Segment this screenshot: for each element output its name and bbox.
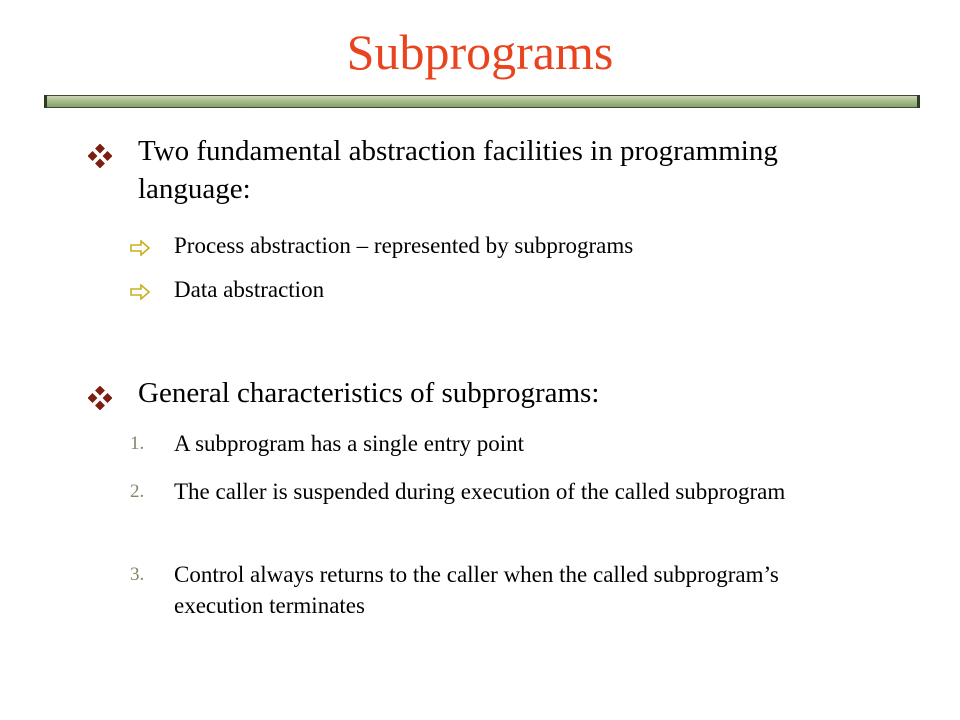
numbered-item [130,428,890,459]
hollow-arrow-icon [130,284,152,305]
slide-title: Subprograms [346,24,614,80]
sub-item [130,230,890,261]
diamond-bullet-icon [88,144,114,173]
numbered-item-text: A subprogram has a single entry point [174,431,525,456]
numbered-item [130,559,890,621]
numbered-item [130,476,890,507]
hollow-arrow-icon [130,240,152,261]
item-number: 2. [130,481,145,502]
numbered-item-text: Control always returns to the caller when the called subprogram’s execution terminates [174,562,779,618]
item-number: 1. [130,433,145,454]
item-number: 3. [130,564,145,585]
sub-item-text: Data abstraction [174,277,325,302]
bullet-text: Two fundamental abstraction facilities in programming language: [138,135,778,205]
bullet-item [88,132,888,208]
sub-item-text: Process abstraction – represented by subprograms [174,233,634,258]
numbered-item-text: The caller is suspended during execution of the called subprogram [174,479,786,504]
sub-item [130,274,890,305]
diamond-bullet-icon [88,386,114,415]
bullet-text: General characteristics of subprograms: [138,377,600,409]
bullet-item [88,374,888,415]
